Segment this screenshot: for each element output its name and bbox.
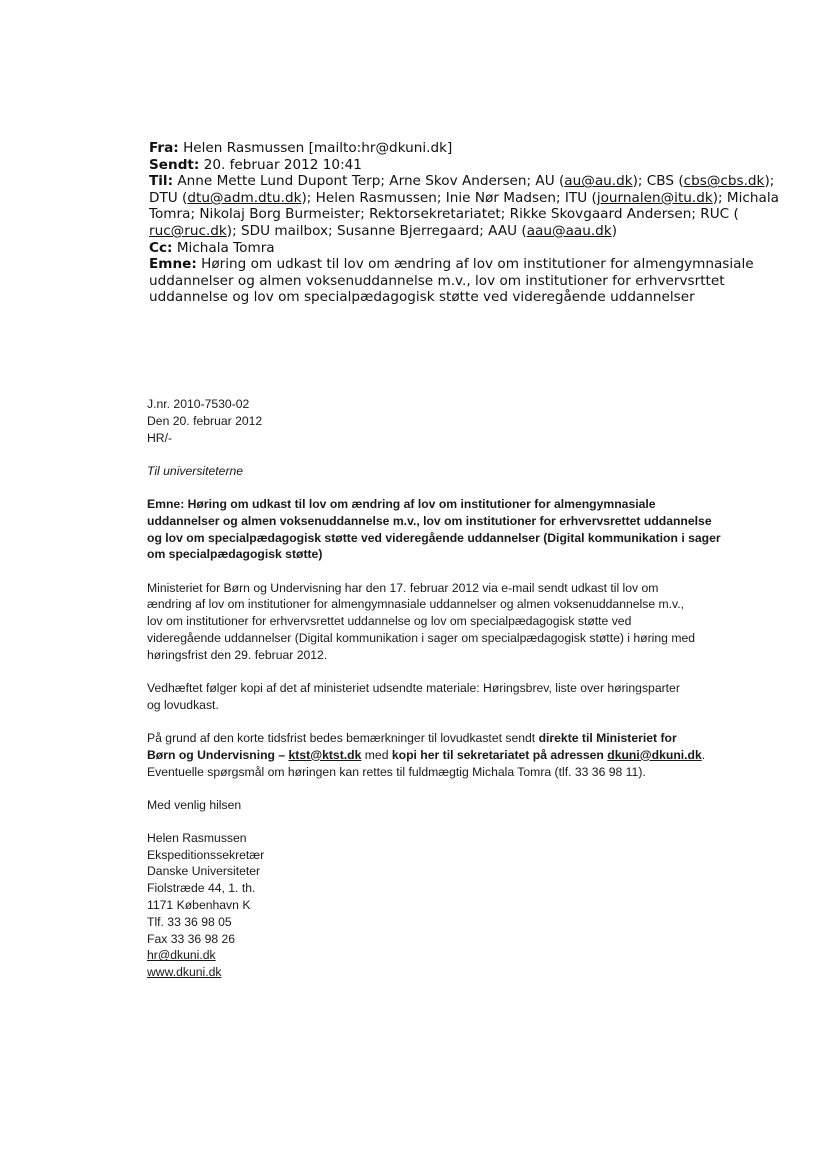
- paragraph-line: [147, 730, 747, 747]
- to-row-3: [149, 206, 749, 223]
- to-text: );: [764, 173, 775, 190]
- paragraph-bold-text: direkte til Ministeriet for: [538, 730, 677, 745]
- ruc-email-link[interactable]: ruc@ruc.dk: [149, 222, 227, 239]
- to-row-4: [149, 223, 749, 240]
- paragraph-text: På grund af den korte tidsfrist bedes bemærkninger til lovudkastet sendt: [147, 730, 539, 745]
- subject-row-2: uddannelser og almen voksenuddannelse m.v., lov om institutioner for erhvervsrttet: [149, 272, 725, 289]
- paragraph-2: [147, 680, 747, 714]
- cc-label: Cc:: [149, 239, 173, 256]
- subject-line: uddannelser og almen voksenuddannelse m.v., lov om institutioner for erhvervsrettet uddannelse: [147, 513, 712, 528]
- letter-date: Den 20. februar 2012: [147, 413, 263, 428]
- paragraph-text: med: [361, 747, 392, 762]
- letter-body: [147, 396, 747, 981]
- subject-line: Emne: Høring om udkast til lov om ændring af lov om institutioner for almengymnasiale: [147, 496, 656, 511]
- paragraph-line: høringsfrist den 29. februar 2012.: [147, 647, 328, 662]
- paragraph-line: Vedhæftet følger kopi af det af ministeriet udsendte materiale: Høringsbrev, liste over høringsparter: [147, 680, 680, 695]
- to-text: ); Michala: [712, 189, 779, 206]
- to-text: Tomra; Nikolaj Borg Burmeister; Rektorsekretariatet; Rikke Skovgaard Andersen; RUC (: [149, 206, 739, 223]
- subject-row-1: [149, 256, 754, 273]
- signature-title: Ekspeditionssekretær: [147, 847, 265, 862]
- sent-label: Sendt:: [149, 156, 200, 173]
- recipient: Til universiteterne: [147, 463, 244, 478]
- paragraph-line: Ministeriet for Børn og Undervisning har den 17. februar 2012 via e-mail sendt udkast til lov om: [147, 580, 659, 595]
- paragraph-3: [147, 730, 747, 780]
- paragraph-line: Eventuelle spørgsmål om høringen kan rettes til fuldmægtig Michala Tomra (tlf. 33 36 98 11).: [147, 764, 646, 779]
- signature-email-link[interactable]: hr@dkuni.dk: [147, 948, 216, 963]
- subject-text: Høring om udkast til lov om ændring af lov om institutioner for almengymnasiale: [201, 256, 754, 273]
- paragraph-1: [147, 580, 747, 664]
- sent-row: [149, 157, 749, 174]
- signature-city: 1171 København K: [147, 898, 251, 913]
- cbs-email-link[interactable]: cbs@cbs.dk: [683, 173, 765, 190]
- paragraph-line: videregående uddannelser (Digital kommunikation i sager om specialpædagogisk støtte) i høring med: [147, 630, 696, 645]
- from-value: Helen Rasmussen [mailto:hr@dkuni.dk]: [183, 140, 453, 156]
- paragraph-line: ændring af lov om institutioner for almengymnasiale uddannelser og almen voksenuddannelse m.v.,: [147, 597, 684, 612]
- email-header: [149, 140, 779, 306]
- to-label: Til:: [149, 173, 174, 190]
- dtu-email-link[interactable]: dtu@adm.dtu.dk: [187, 189, 302, 206]
- from-label: Fra:: [149, 140, 179, 156]
- signature-fax: Fax 33 36 98 26: [147, 931, 236, 946]
- signature-block: [147, 830, 747, 981]
- subject-line: og lov om specialpædagogisk støtte ved videregående uddannelser (Digital kommunikation i sager: [147, 530, 721, 545]
- to-text: Anne Mette Lund Dupont Terp; Arne Skov Andersen; AU (: [177, 173, 565, 190]
- aau-email-link[interactable]: aau@aau.dk: [526, 222, 612, 239]
- cc-value: Michala Tomra: [176, 239, 275, 256]
- cc-row: [149, 240, 749, 257]
- subject-label: Emne:: [149, 256, 197, 273]
- to-row-2: [149, 189, 779, 207]
- dkuni-email-link[interactable]: dkuni@dkuni.dk: [607, 747, 702, 762]
- paragraph-line: lov om institutioner for erhvervsrettet uddannelse og lov om specialpædagogisk støtte ved: [147, 614, 632, 629]
- sent-value: 20. februar 2012 10:41: [203, 156, 362, 173]
- signature-phone: Tlf. 33 36 98 05: [147, 914, 232, 929]
- au-email-link[interactable]: au@au.dk: [564, 173, 633, 190]
- signature-website-link[interactable]: www.dkuni.dk: [147, 965, 222, 980]
- journal-number: J.nr. 2010-7530-02: [147, 397, 250, 411]
- closing: Med venlig hilsen: [147, 797, 242, 812]
- signature-street: Fiolstræde 44, 1. th.: [147, 881, 256, 896]
- signature-org: Danske Universiteter: [147, 864, 261, 879]
- initials: HR/-: [147, 430, 173, 445]
- letter-subject: [147, 496, 747, 563]
- paragraph-line: [147, 747, 747, 764]
- from-row: [149, 140, 749, 157]
- to-row-1: [149, 173, 775, 190]
- itu-email-link[interactable]: journalen@itu.dk: [596, 189, 713, 206]
- to-text: ); SDU mailbox; Susanne Bjerregaard; AAU (: [226, 222, 527, 239]
- paragraph-text: .: [701, 747, 706, 762]
- subject-line: om specialpædagogisk støtte): [147, 547, 323, 562]
- subject-row-3: uddannelse og lov om specialpædagogisk støtte ved videregående uddannelser: [149, 289, 695, 306]
- to-text: ); CBS (: [632, 173, 684, 190]
- signature-name: Helen Rasmussen: [147, 830, 247, 845]
- to-text: DTU (: [149, 189, 188, 206]
- paragraph-bold-text: kopi her til sekretariatet på adressen: [391, 747, 608, 762]
- paragraph-bold-text: Børn og Undervisning –: [147, 747, 289, 762]
- to-text: ); Helen Rasmussen; Inie Nør Madsen; ITU (: [301, 189, 597, 206]
- paragraph-line: og lovudkast.: [147, 697, 219, 712]
- ktst-email-link[interactable]: ktst@ktst.dk: [288, 747, 362, 762]
- to-text: ): [611, 222, 617, 239]
